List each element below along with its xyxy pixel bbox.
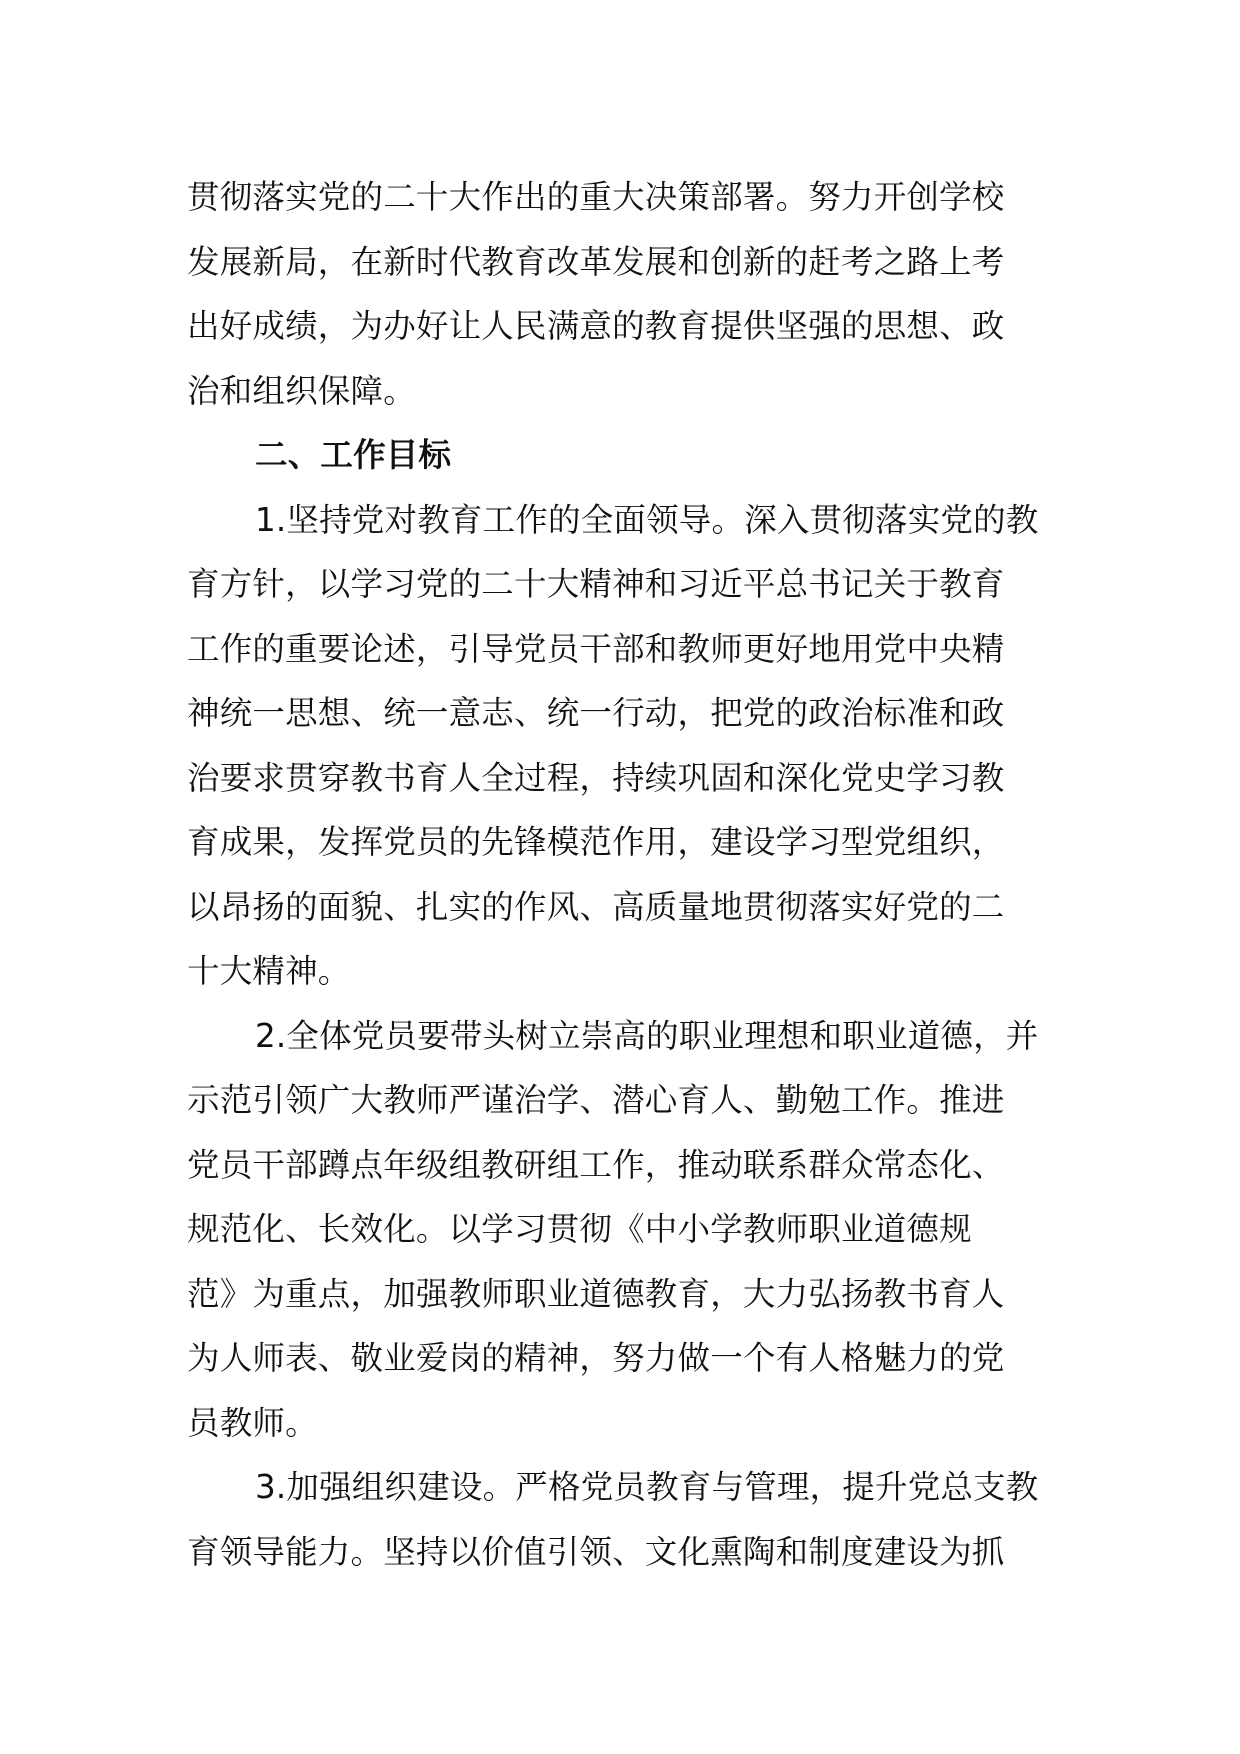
paragraph-line: 为人师表、敬业爱岗的精神，努力做一个有人格魅力的党 (187, 1339, 1005, 1377)
paragraph-line: 育成果，发挥党员的先锋模范作用，建设学习型党组织， (187, 823, 1005, 861)
paragraph-first-line: 3.加强组织建设。严格党员教育与管理，提升党总支教 (255, 1468, 1039, 1506)
paragraph-line: 员教师。 (187, 1403, 318, 1442)
paragraph-first-line: 1.坚持党对教育工作的全面领导。深入贯彻落实党的教 (255, 500, 1039, 539)
paragraph-line: 规范化、长效化。以学习贯彻《中小学教师职业道德规 (187, 1210, 972, 1248)
section-heading: 二、工作目标 (255, 436, 452, 474)
paragraph-line: 以昂扬的面貌、扎实的作风、高质量地贯彻落实好党的二 (187, 887, 1005, 926)
paragraph-first-line: 2.全体党员要带头树立崇高的职业理想和职业道德，并 (255, 1016, 1039, 1055)
document-body (187, 165, 1062, 1584)
paragraph-line: 出好成绩，为办好让人民满意的教育提供坚强的思想、政 (187, 307, 1005, 345)
paragraph-line: 工作的重要论述，引导党员干部和教师更好地用党中央精 (187, 629, 1005, 668)
paragraph-line: 党员干部蹲点年级组教研组工作，推动联系群众常态化、 (187, 1145, 1005, 1184)
paragraph-line: 育领导能力。坚持以价值引领、文化熏陶和制度建设为抓 (187, 1532, 1005, 1571)
paragraph-line: 示范引领广大教师严谨治学、潜心育人、勤勉工作。推进 (187, 1081, 1005, 1119)
paragraph-line: 育方针，以学习党的二十大精神和习近平总书记关于教育 (187, 565, 1005, 603)
paragraph-line: 神统一思想、统一意志、统一行动，把党的政治标准和政 (187, 694, 1005, 732)
paragraph-line: 十大精神。 (187, 952, 351, 990)
paragraph-line: 发展新局，在新时代教育改革发展和创新的赶考之路上考 (187, 242, 1005, 281)
paragraph-line: 治要求贯穿教书育人全过程，持续巩固和深化党史学习教 (187, 758, 1005, 797)
paragraph-line: 治和组织保障。 (187, 371, 416, 410)
paragraph-line: 贯彻落实党的二十大作出的重大决策部署。努力开创学校 (187, 178, 1005, 216)
paragraph-line: 范》为重点，加强教师职业道德教育，大力弘扬教书育人 (187, 1274, 1005, 1313)
